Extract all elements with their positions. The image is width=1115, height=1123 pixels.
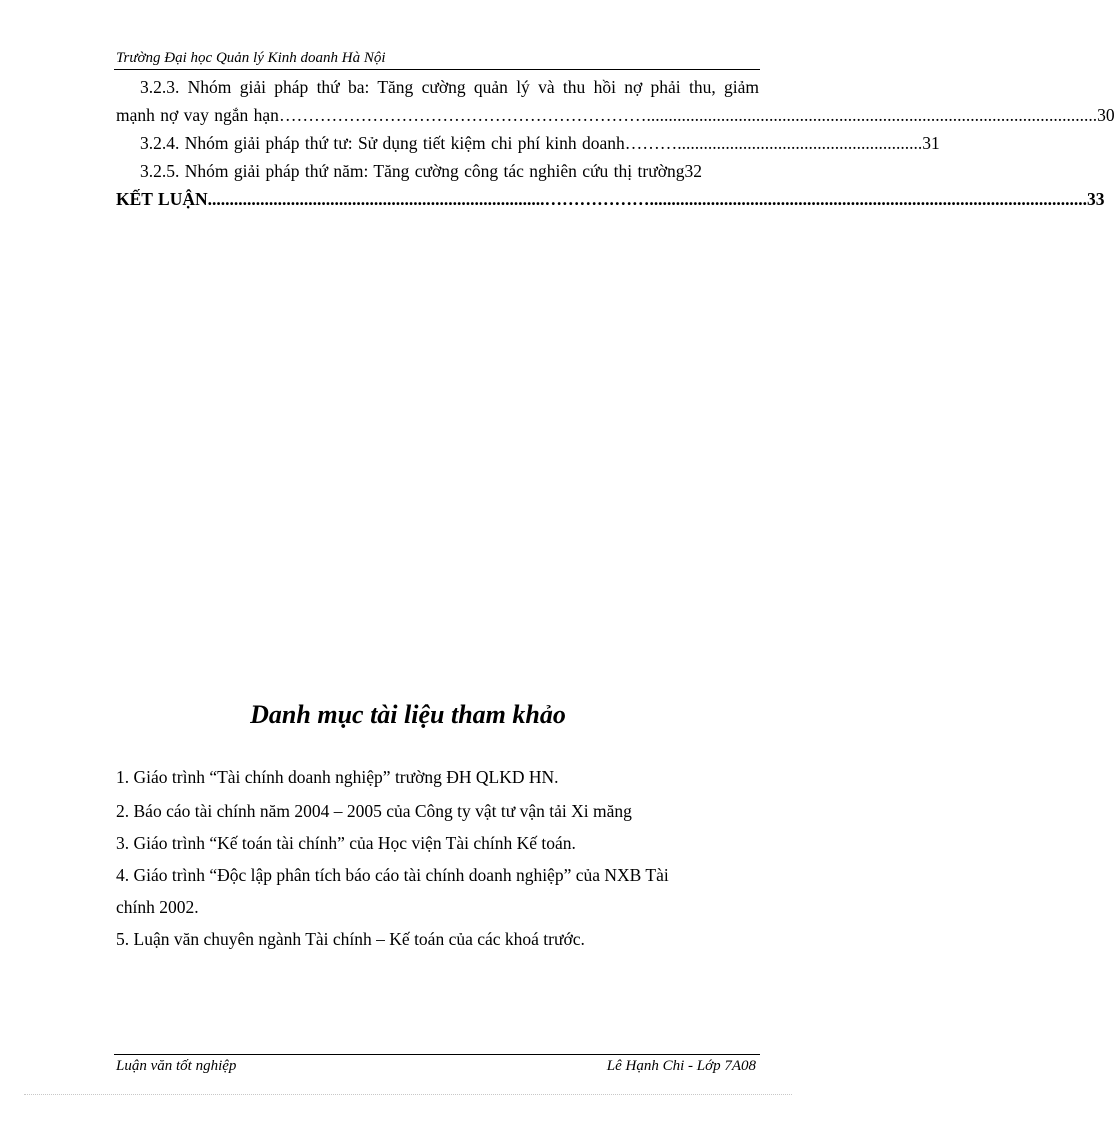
toc-item-3-2-3-page: 30: [1097, 105, 1115, 125]
reference-item: 5. Luận văn chuyên ngành Tài chính – Kế toán của các khoá trước.: [116, 929, 585, 949]
reference-item: 1. Giáo trình “Tài chính doanh nghiệp” trường ĐH QLKD HN.: [116, 767, 559, 787]
toc-leader-dots: .............................................................................………………....................................................................................................: [207, 189, 1087, 209]
toc-item-3-2-5-label: 3.2.5. Nhóm giải pháp thứ năm: Tăng cường công tác nghiên cứu thị trường: [140, 161, 685, 181]
reference-item: 3. Giáo trình “Kế toán tài chính” của Học viện Tài chính Kế toán.: [116, 833, 576, 853]
page-edge: [24, 1094, 792, 1095]
footer-rule: [114, 1054, 760, 1055]
reference-item-continued: chính 2002.: [116, 897, 199, 917]
footer-right: Lê Hạnh Chi - Lớp 7A08: [606, 1058, 756, 1074]
toc-item-3-2-3-line2: [116, 104, 1115, 126]
toc-conclusion-page: 33: [1086, 189, 1105, 209]
toc-item-3-2-4-page: 31: [922, 133, 940, 153]
toc-conclusion: [116, 188, 1105, 210]
reference-item: 4. Giáo trình “Độc lập phân tích báo cáo tài chính doanh nghiệp” của NXB Tài: [116, 865, 669, 885]
toc-item-3-2-4: [116, 132, 940, 154]
toc-leader-dots: ………........................................................: [624, 133, 923, 153]
reference-item: 2. Báo cáo tài chính năm 2004 – 2005 của Công ty vật tư vận tải Xi măng: [116, 801, 632, 821]
page-header: Trường Đại học Quản lý Kinh doanh Hà Nội: [116, 50, 386, 66]
toc-leader-dots: ……………………………………………………….......................................................................................................: [278, 105, 1098, 125]
references-title: Danh mục tài liệu tham khảo: [250, 700, 566, 729]
toc-item-3-2-4-label: 3.2.4. Nhóm giải pháp thứ tư: Sử dụng tiết kiệm chi phí kinh doanh: [140, 133, 625, 153]
toc-item-3-2-3-label: mạnh nợ vay ngắn hạn: [116, 105, 279, 125]
toc-item-3-2-5-page: 32: [684, 161, 702, 181]
toc-item-3-2-5: [116, 160, 759, 182]
footer-left: Luận văn tốt nghiệp: [116, 1058, 237, 1074]
toc-item-3-2-3-line1: 3.2.3. Nhóm giải pháp thứ ba: Tăng cường quản lý và thu hồi nợ phải thu, giảm: [140, 77, 759, 97]
toc-conclusion-label: KẾT LUẬN: [116, 189, 208, 209]
header-rule: [114, 69, 760, 70]
